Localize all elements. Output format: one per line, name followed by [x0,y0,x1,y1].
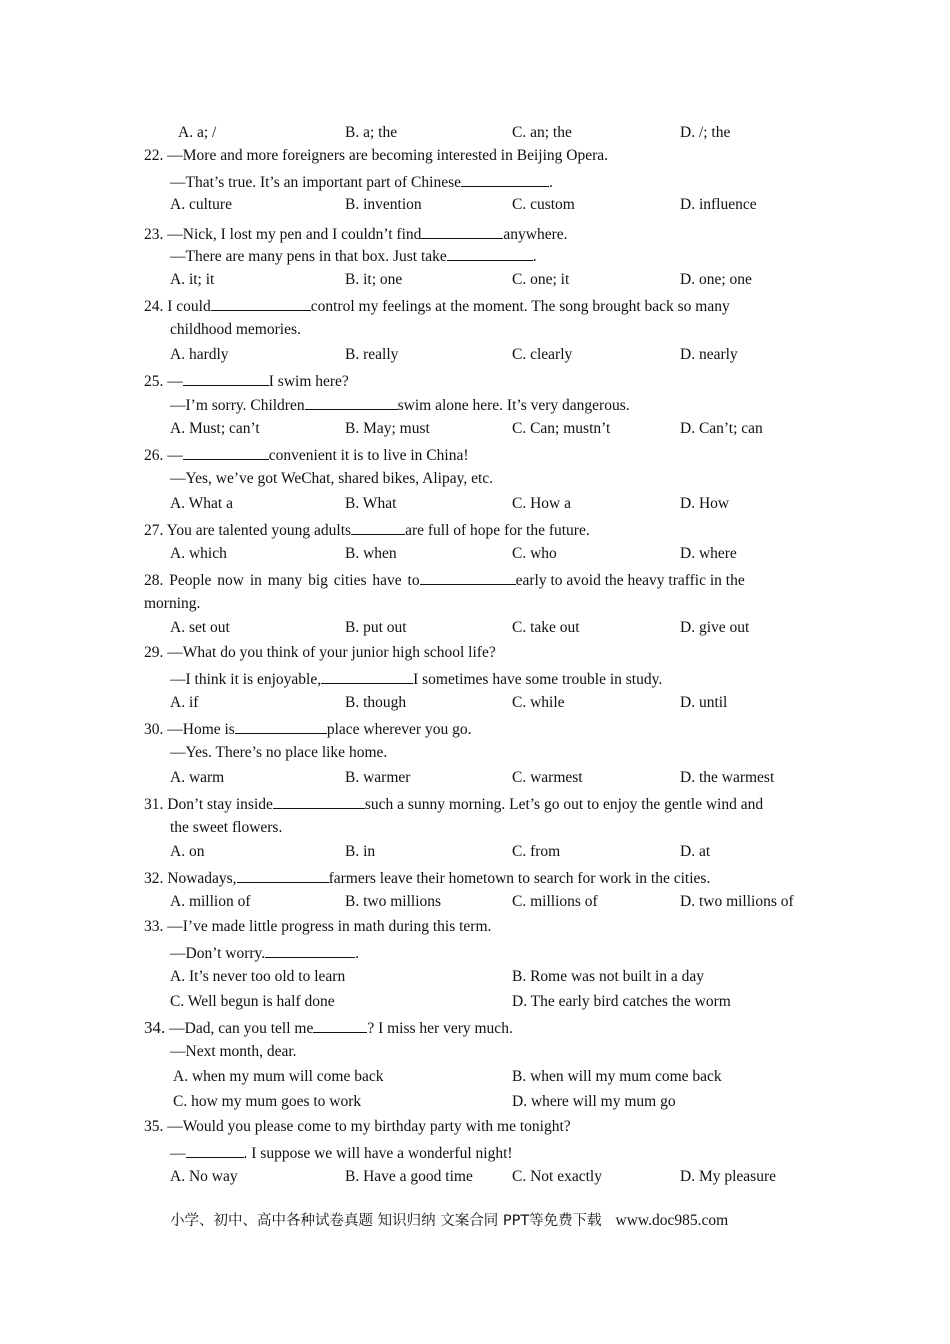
q30-stem [144,718,471,740]
q28-stem [144,569,788,591]
q34-reply: —Next month, dear. [170,1043,297,1060]
q28-option-b: B. put out [345,619,407,636]
q32-stem [144,867,710,889]
q23-option-d: D. one; one [680,271,752,288]
q28-stem-cont: morning. [144,595,201,612]
q33-reply-end: . [355,945,360,962]
q35-option-b: B. Have a good time [345,1168,473,1185]
q32-option-b: B. two millions [345,893,442,910]
q30-option-d: D. the warmest [680,769,775,786]
q35-option-c: C. Not exactly [512,1168,602,1185]
answer-blank [420,569,516,585]
answer-blank [305,394,398,410]
q32-stem-text: 32. Nowadays, [144,870,237,887]
q31-option-a: A. on [170,843,205,860]
q27-stem [144,519,590,541]
answer-blank [351,519,405,535]
q34-option-a: A. when my mum will come back [173,1068,384,1085]
footer-text: 小学、初中、高中各种试卷真题 知识归纳 文案合同 PPT等免费下载 [170,1213,602,1229]
q26-reply: —Yes, we’ve got WeChat, shared bikes, Alipay, etc. [170,470,494,487]
answer-blank [265,942,355,958]
q35-reply [170,1142,513,1164]
q24-option-c: C. clearly [512,346,573,363]
q34-number: 34. [144,1018,166,1037]
q22-option-a: A. culture [170,196,232,213]
q29-stem: 29. —What do you think of your junior high school life? [144,644,496,661]
q32-stem-end: farmers leave their hometown to search for work in the cities. [328,870,711,887]
q24-option-a: A. hardly [170,346,229,363]
q21-option-c: C. an; the [512,124,572,141]
q29-option-c: C. while [512,694,565,711]
q27-option-c: C. who [512,545,557,562]
q27-option-b: B. when [345,545,397,562]
footer-url[interactable]: www.doc985.com [615,1212,729,1229]
q31-stem [144,793,763,815]
q33-option-a: A. It’s never too old to learn [170,968,346,985]
answer-blank [273,793,365,809]
q30-option-b: B. warmer [345,769,411,786]
q35-reply-text: — [170,1145,186,1162]
q23-stem [144,223,568,245]
q31-option-c: C. from [512,843,561,860]
q25-reply-text: —I’m sorry. Children [170,397,305,414]
q35-reply-end: . I suppose we will have a wonderful night! [243,1145,513,1162]
q29-option-a: A. if [170,694,199,711]
q30-reply: —Yes. There’s no place like home. [170,744,388,761]
answer-blank [461,171,549,187]
q32-option-a: A. million of [170,893,251,910]
q24-stem [144,295,730,317]
q27-option-a: A. which [170,545,227,562]
q25-option-c: C. Can; mustn’t [512,420,611,437]
q33-reply-text: —Don’t worry. [170,945,266,962]
q31-stem-text: 31. Don’t stay inside [144,796,273,813]
q24-stem-cont: childhood memories. [170,321,301,338]
q27-stem-text: 27. You are talented young adults [144,522,352,539]
q29-option-d: D. until [680,694,728,711]
answer-blank [321,668,413,684]
q23-stem-end: anywhere. [503,226,568,243]
q33-reply [170,942,359,964]
q22-option-d: D. influence [680,196,757,213]
q28-option-a: A. set out [170,619,230,636]
q25-stem-end: I swim here? [268,373,349,390]
q21-option-b: B. a; the [345,124,398,141]
answer-blank [313,1017,367,1033]
q34-option-c: C. how my mum goes to work [173,1093,362,1110]
q25-reply [170,394,630,416]
q32-option-d: D. two millions of [680,893,794,910]
q26-option-b: B. What [345,495,397,512]
q29-reply-text: —I think it is enjoyable, [170,671,322,688]
q23-option-a: A. it; it [170,271,215,288]
q34-stem-text: —Dad, can you tell me [169,1020,314,1037]
q25-stem-text: 25. — [144,373,183,390]
q23-option-b: B. it; one [345,271,403,288]
q33-stem: 33. —I’ve made little progress in math during this term. [144,918,492,935]
q30-stem-end: place wherever you go. [326,721,472,738]
q29-reply-end: I sometimes have some trouble in study. [413,671,663,688]
q34-stem-end: ? I miss her very much. [367,1020,513,1037]
answer-blank [183,370,269,386]
q26-option-a: A. What a [170,495,233,512]
q21-option-a: A. a; / [178,124,217,141]
answer-blank [211,295,311,311]
answer-blank [237,867,329,883]
q21-option-d: D. /; the [680,124,731,141]
q32-option-c: C. millions of [512,893,598,910]
q34-stem [144,1017,513,1039]
q26-option-c: C. How a [512,495,571,512]
q35-stem: 35. —Would you please come to my birthday party with me tonight? [144,1118,571,1135]
page-footer [170,1211,728,1231]
q24-option-d: D. nearly [680,346,738,363]
q22-option-b: B. invention [345,196,422,213]
q26-stem-text: 26. — [144,447,183,464]
q23-reply [170,245,537,267]
q31-stem-end: such a sunny morning. Let’s go out to enjoy the gentle wind and [364,796,764,813]
q27-stem-end: are full of hope for the future. [405,522,590,539]
q24-option-b: B. really [345,346,399,363]
q35-option-a: A. No way [170,1168,238,1185]
q22-option-c: C. custom [512,196,575,213]
q25-option-d: D. Can’t; can [680,420,763,437]
q24-stem-end: control my feelings at the moment. The song brought back so many [310,298,730,315]
q29-option-b: B. though [345,694,407,711]
q26-stem-end: convenient it is to live in China! [268,447,469,464]
q28-stem-left [144,569,745,591]
q25-option-a: A. Must; can’t [170,420,260,437]
q33-option-b: B. Rome was not built in a day [512,968,705,985]
q22-reply-text: —That’s true. It’s an important part of Chinese [170,174,461,191]
answer-blank [183,444,269,460]
q35-option-d: D. My pleasure [680,1168,776,1185]
q33-option-d: D. The early bird catches the worm [512,993,731,1010]
q26-option-d: D. How [680,495,730,512]
q22-reply-end: . [549,174,553,191]
q22-reply [170,171,553,193]
q23-stem-text: 23. —Nick, I lost my pen and I couldn’t find [144,226,422,243]
answer-blank [235,718,327,734]
q31-option-b: B. in [345,843,376,860]
q23-reply-text: —There are many pens in that box. Just take [170,248,447,265]
q34-option-b: B. when will my mum come back [512,1068,722,1085]
q34-option-d: D. where will my mum go [512,1093,676,1110]
q24-stem-text: 24. I could [144,298,211,315]
q30-stem-text: 30. —Home is [144,721,235,738]
q25-stem [144,370,349,392]
q31-option-d: D. at [680,843,711,860]
q31-stem-cont: the sweet flowers. [170,819,283,836]
q23-reply-end: . [532,248,537,265]
q26-stem [144,444,469,466]
q28-stem-text: 28. People now in many big cities have to [144,572,420,589]
q23-option-c: C. one; it [512,271,570,288]
answer-blank [421,223,503,239]
q33-option-c: C. Well begun is half done [170,993,335,1010]
q25-option-b: B. May; must [345,420,430,437]
answer-blank [447,245,533,261]
q30-option-c: C. warmest [512,769,583,786]
answer-blank [186,1142,244,1158]
q28-option-c: C. take out [512,619,580,636]
q22-stem: 22. —More and more foreigners are becoming interested in Beijing Opera. [144,147,608,164]
q28-stem-end: early to avoid the heavy traffic in the [515,572,745,589]
q27-option-d: D. where [680,545,737,562]
q30-option-a: A. warm [170,769,225,786]
q28-option-d: D. give out [680,619,750,636]
q25-reply-end: swim alone here. It’s very dangerous. [397,397,630,414]
q29-reply [170,668,662,690]
